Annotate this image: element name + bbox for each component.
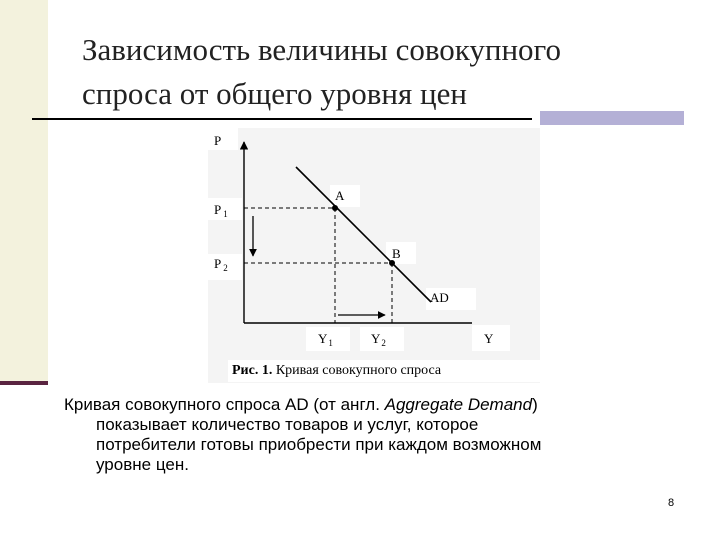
title-line-2: спроса от общего уровня цен	[82, 76, 467, 111]
ad-curve-label: AD	[430, 290, 449, 305]
point-b-label: B	[392, 246, 401, 261]
point-a-label: A	[335, 188, 345, 203]
output-axis-label: Y	[484, 331, 494, 346]
price-axis-label: P	[214, 133, 222, 148]
caption-text: Кривая совокупного спроса	[272, 363, 442, 378]
figure-caption	[228, 360, 552, 382]
body-paragraph	[64, 395, 664, 475]
point-a-marker	[332, 205, 338, 211]
p1-label: P $_1$	[214, 202, 228, 219]
title-line-1: Зависимость величины совокупного	[82, 32, 562, 67]
ad-curve	[296, 167, 431, 302]
body-line-3: потребители готовы приобрести при каждом возможном	[96, 435, 542, 454]
p-axis-label-bg	[208, 128, 238, 150]
body-line-2: показывает количество товаров и услуг, которое	[96, 415, 479, 434]
y2-label: $Y_2$	[371, 331, 386, 348]
y1-label: $Y_1$	[318, 331, 333, 348]
body-line-1: Кривая совокупного спроса AD (от англ. Aggregate Demand)	[64, 395, 538, 414]
caption-prefix: Рис. 1.	[232, 363, 273, 378]
body-line-4: уровне цен.	[96, 455, 189, 474]
page-number: 8	[668, 497, 675, 509]
p2-label: P $_2$	[214, 256, 228, 273]
